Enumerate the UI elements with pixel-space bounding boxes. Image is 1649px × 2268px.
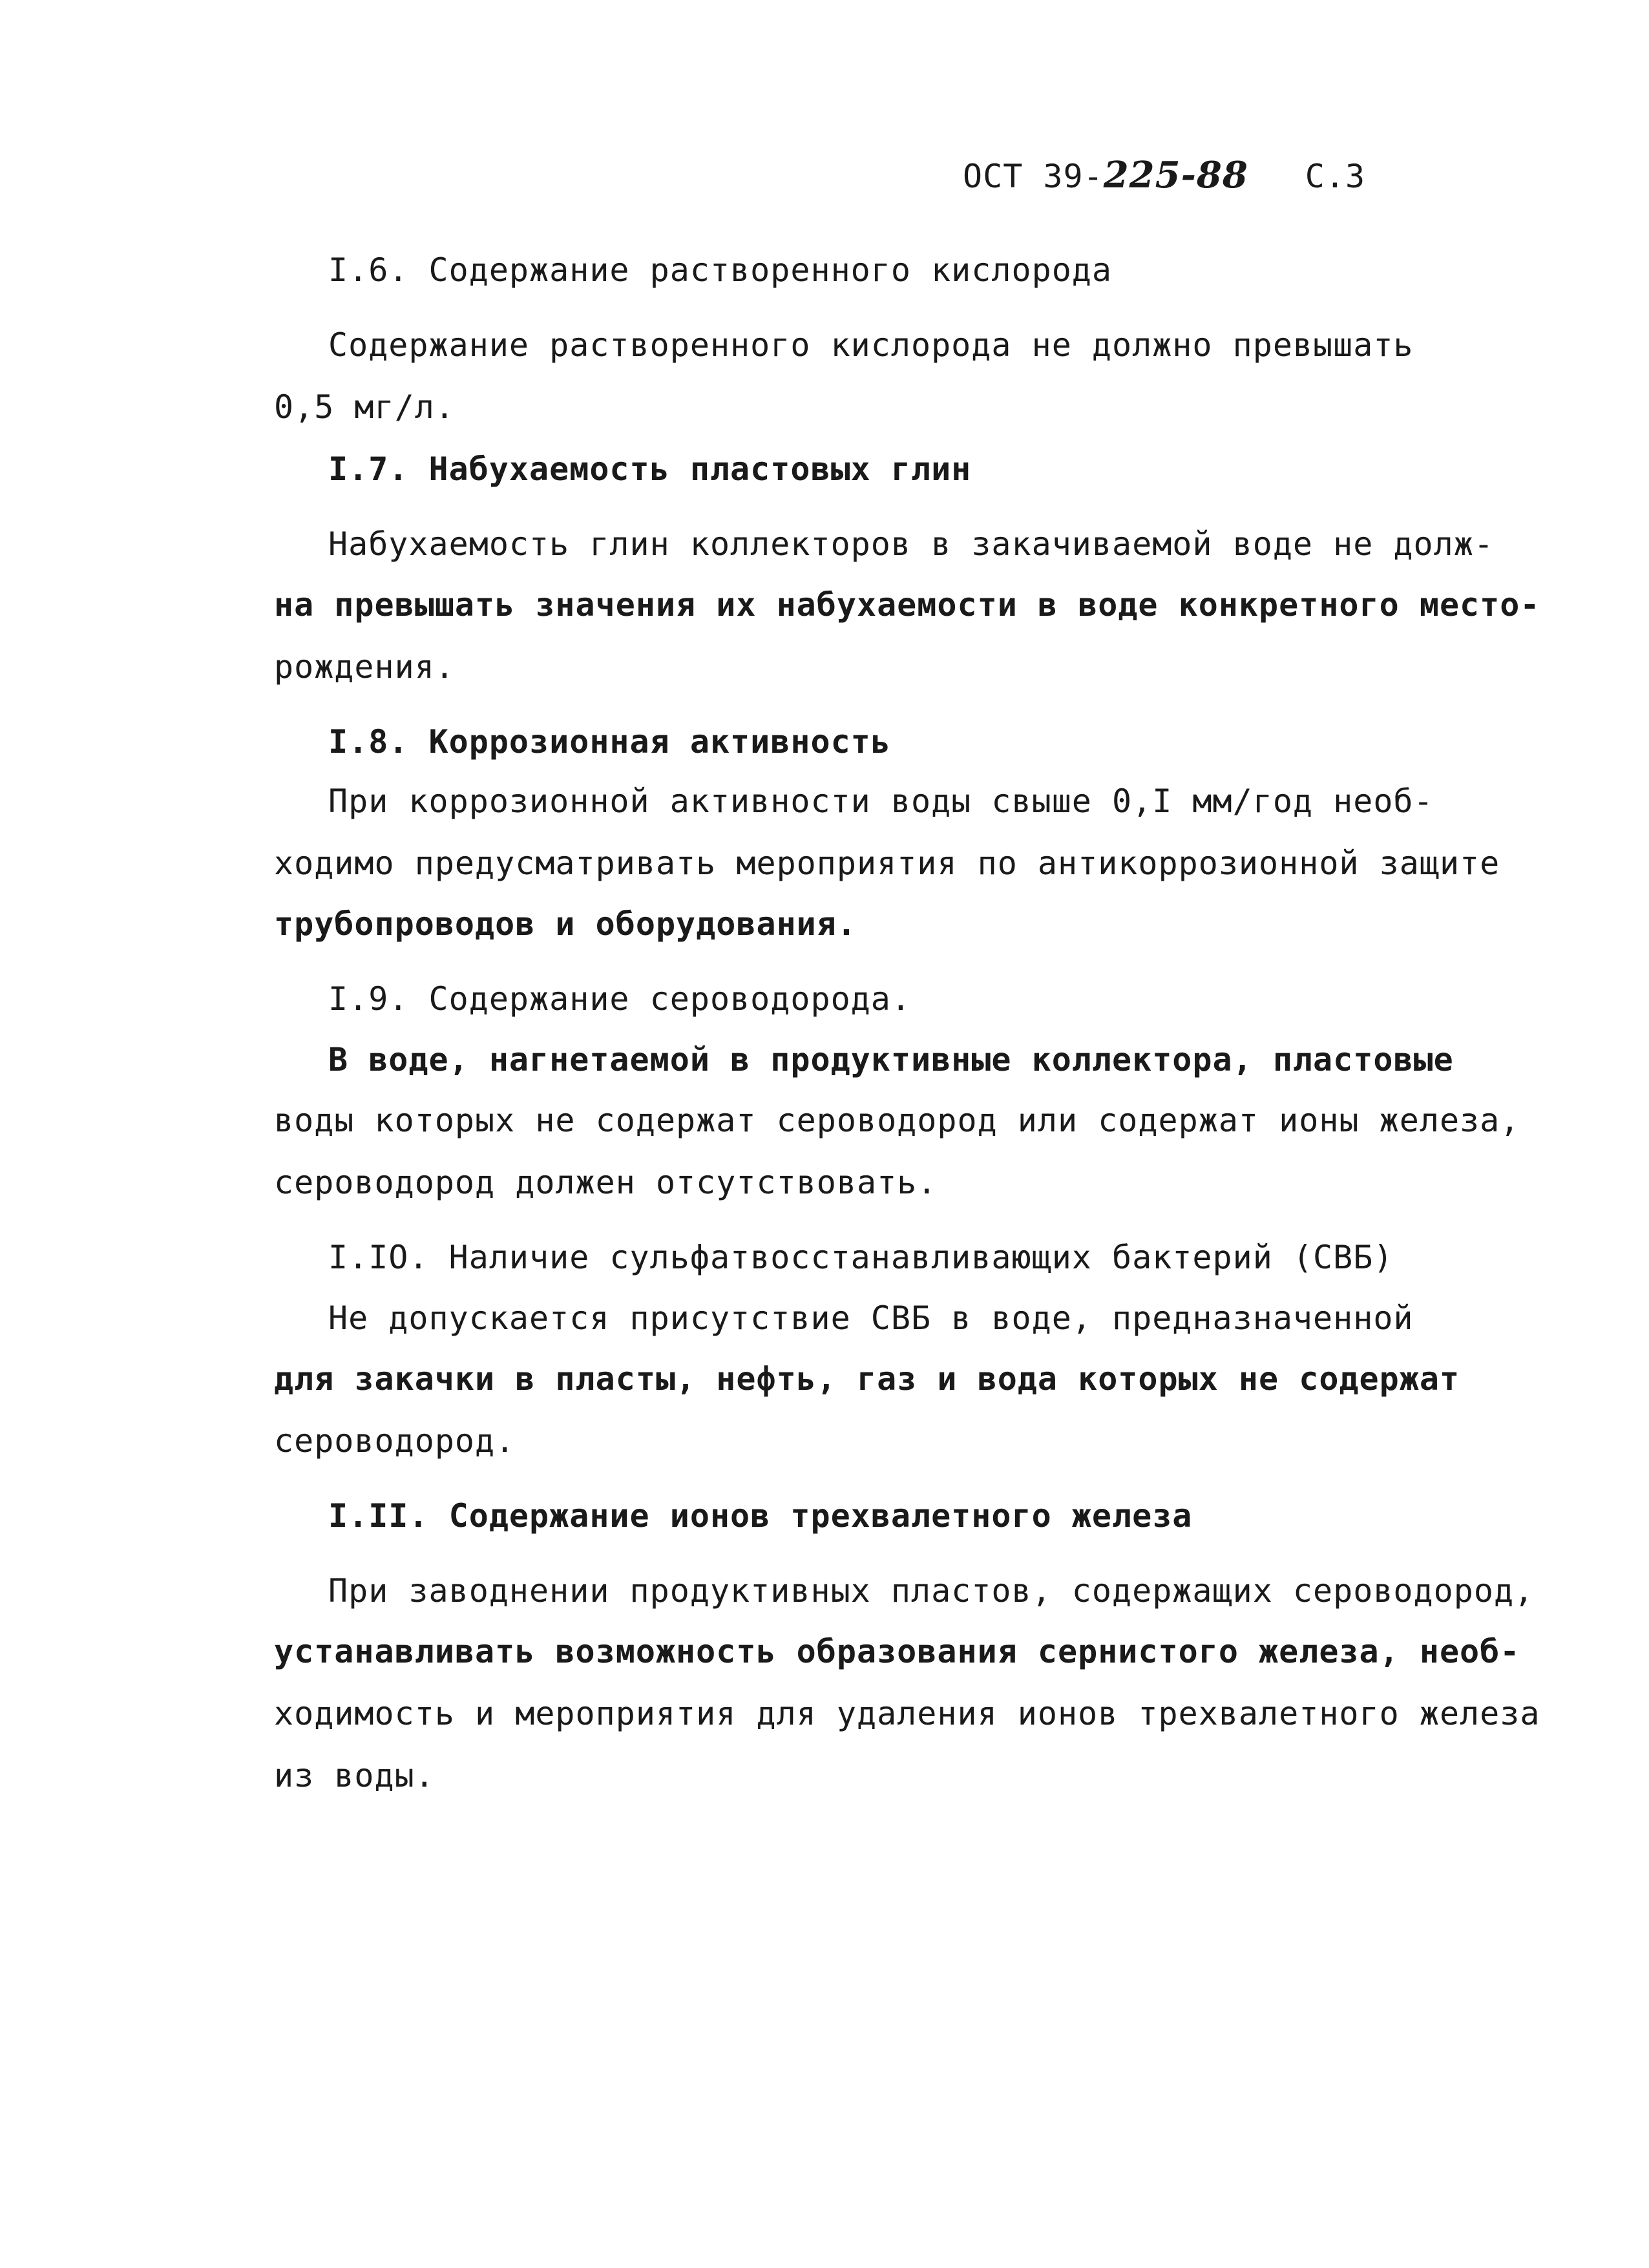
- paragraph-line: сероводород.: [274, 1422, 516, 1460]
- standard-prefix: ОСТ 39-: [963, 158, 1104, 195]
- paragraph-line: При коррозионной активности воды свыше 0,I мм/год необ-: [328, 782, 1434, 820]
- paragraph-line: для закачки в пласты, нефть, газ и вода которых не содержат: [274, 1360, 1460, 1398]
- paragraph-line: В воде, нагнетаемой в продуктивные коллектора, пластовые: [328, 1041, 1454, 1078]
- paragraph-line: на превышать значения их набухаемости в воде конкретного место-: [274, 586, 1540, 624]
- paragraph-line: ходимо предусматривать мероприятия по антикоррозионной защите: [274, 845, 1500, 882]
- paragraph-line: Не допускается присутствие СВБ в воде, предназначенной: [328, 1299, 1414, 1337]
- paragraph-line: трубопроводов и оборудования.: [274, 905, 857, 943]
- paragraph-line: воды которых не содержат сероводород или содержат ионы железа,: [274, 1102, 1520, 1139]
- paragraph-line: устанавливать возможность образования сернистого железа, необ-: [274, 1633, 1520, 1670]
- paragraph-line: 0,5 мг/л.: [274, 388, 455, 426]
- section-heading-1-7: I.7. Набухаемость пластовых глин: [328, 450, 972, 488]
- section-heading-1-9: I.9. Содержание сероводорода.: [328, 980, 911, 1018]
- paragraph-line: сероводород должен отсутствовать.: [274, 1164, 938, 1201]
- paragraph-line: Набухаемость глин коллекторов в закачиваемой воде не долж-: [328, 525, 1494, 563]
- paragraph-line: При заводнении продуктивных пластов, содержащих сероводород,: [328, 1572, 1535, 1610]
- paragraph-line: из воды.: [274, 1757, 435, 1794]
- section-heading-1-6: I.6. Содержание растворенного кислорода: [328, 251, 1112, 289]
- handwritten-standard-number: 225-88: [1103, 154, 1248, 196]
- section-heading-1-8: I.8. Коррозионная активность: [328, 723, 891, 761]
- paragraph-line: Содержание растворенного кислорода не должно превышать: [328, 326, 1414, 364]
- section-heading-1-10: I.IO. Наличие сульфатвосстанавливающих бактерий (СВБ): [328, 1239, 1394, 1276]
- section-heading-1-11: I.II. Содержание ионов трехвалетного железа: [328, 1497, 1193, 1535]
- paragraph-line: ходимость и мероприятия для удаления ионов трехвалетного железа: [274, 1695, 1540, 1732]
- page-header: [963, 154, 1365, 196]
- paragraph-line: рождения.: [274, 648, 455, 686]
- page-number: С.3: [1305, 158, 1366, 195]
